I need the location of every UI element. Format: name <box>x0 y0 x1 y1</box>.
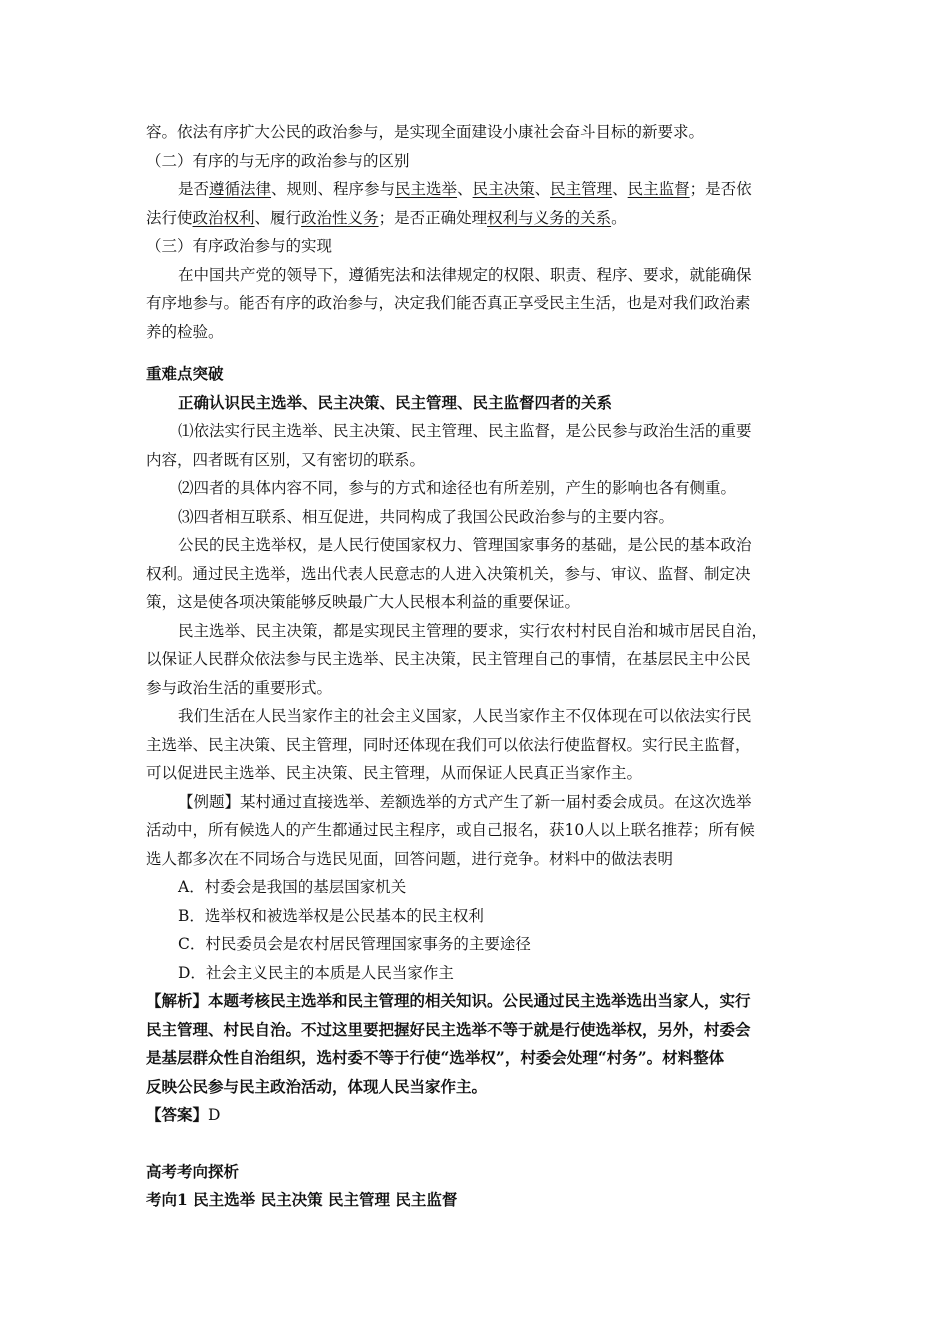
text-run: 法行使 <box>146 208 193 227</box>
text-run: 、规则、程序参与 <box>271 180 396 198</box>
analysis-text: 民主管理、村民自治。不过这里要把握好民主选举不等于就是行使选举权，另外，村委会 <box>146 1019 751 1039</box>
text-run: 是否 <box>178 180 210 198</box>
answer-option: C．村民委员会是农村居民管理国家事务的主要途径 <box>178 935 531 953</box>
paragraph-line: 养的检验。 <box>146 322 224 341</box>
paragraph-line: 以保证人民群众依法参与民主选举、民主决策，民主管理自己的事情，在基层民主中公民 <box>146 650 751 668</box>
document-page <box>146 118 816 1215</box>
text-run: 、 <box>457 180 473 198</box>
section-title: 重难点突破 <box>146 364 224 383</box>
text-run: 、 <box>534 180 551 198</box>
paragraph-line <box>146 175 816 204</box>
answer-label: 【答案】 <box>146 1105 209 1124</box>
example-question: 选人都多次在不同场合与选民见面，回答问题，进行竞争。材料中的做法表明 <box>146 849 674 868</box>
list-item: ⑶四者相互联系、相互促进，共同构成了我国公民政治参与的主要内容。 <box>178 507 675 526</box>
text-run: ；是否正确处理 <box>378 208 488 227</box>
analysis-text: 是基层群众性自治组织，选村委不等于行使“选举权”，村委会处理“村务”。材料整体 <box>146 1048 725 1067</box>
answer-option: A．村委会是我国的基层国家机关 <box>178 878 407 896</box>
example-question: 【例题】某村通过直接选举、差额选举的方式产生了新一届村委会成员。在这次选举 <box>178 792 752 811</box>
underlined-term: 民主决策 <box>472 180 535 198</box>
section-title: 高考考向探析 <box>146 1161 240 1181</box>
list-item: ⑵四者的具体内容不同，参与的方式和途径也有所差别，产生的影响也各有侧重。 <box>178 479 737 497</box>
paragraph-line: 权利。通过民主选举，选出代表人民意志的人进入决策机关，参与、审议、监督、制定决 <box>146 564 751 583</box>
paragraph-line: 在中国共产党的领导下，遵循宪法和法律规定的权限、职责、程序、要求，就能确保 <box>178 265 752 284</box>
paragraph-line: 我们生活在人民当家作主的社会主义国家，人民当家作主不仅体现在可以依法实行民 <box>178 707 752 725</box>
underlined-term: 民主监督 <box>627 180 690 198</box>
paragraph-line: 民主选举、民主决策，都是实现民主管理的要求，实行农村村民自治和城市居民自治， <box>178 621 768 640</box>
section-heading: （二）有序的与无序的政治参与的区别 <box>146 151 410 170</box>
text-run: 、履行 <box>254 208 302 227</box>
answer-option: B．选举权和被选举权是公民基本的民主权利 <box>178 906 484 925</box>
text-run: 。 <box>611 208 627 227</box>
paragraph-line: 可以促进民主选举、民主决策、民主管理，从而保证人民真正当家作主。 <box>146 764 643 782</box>
paragraph-line: 有序地参与。能否有序的政治参与，决定我们能否真正享受民主生活，也是对我们政治素 <box>146 294 751 312</box>
section-heading: （三）有序政治参与的实现 <box>146 237 333 255</box>
text-run: 、 <box>612 180 628 198</box>
underlined-term: 政治性义务 <box>301 208 379 227</box>
paragraph-line: 策，这是使各项决策能够反映最广大人民根本利益的重要保证。 <box>146 593 581 611</box>
underlined-term: 遵循法律 <box>209 180 272 198</box>
paragraph-line: 参与政治生活的重要形式。 <box>146 678 333 697</box>
paragraph-line <box>146 204 816 233</box>
section-subtitle: 正确认识民主选举、民主决策、民主管理、民主监督四者的关系 <box>178 392 613 412</box>
section-subtitle: 考向1 民主选举 民主决策 民主管理 民主监督 <box>146 1190 458 1209</box>
answer-line <box>146 1101 816 1130</box>
list-item: 内容，四者既有区别，又有密切的联系。 <box>146 450 426 469</box>
answer-value: D <box>208 1106 221 1124</box>
text-line: 容。依法有序扩大公民的政治参与，是实现全面建设小康社会奋斗目标的新要求。 <box>146 123 705 141</box>
text-run: ；是否依 <box>689 180 752 198</box>
answer-option: D．社会主义民主的本质是人民当家作主 <box>178 963 454 982</box>
paragraph-line: 主选举、民主决策、民主管理，同时还体现在我们可以依法行使监督权。实行民主监督， <box>146 735 751 754</box>
underlined-term: 政治权利 <box>192 208 255 227</box>
paragraph-line: 公民的民主选举权，是人民行使国家权力、管理国家事务的基础，是公民的基本政治 <box>178 536 752 554</box>
list-item: ⑴依法实行民主选举、民主决策、民主管理、民主监督，是公民参与政治生活的重要 <box>178 422 752 440</box>
underlined-term: 民主管理 <box>550 180 613 198</box>
analysis-text: 【解析】本题考核民主选举和民主管理的相关知识。公民通过民主选举选出当家人，实行 <box>146 991 751 1010</box>
analysis-text: 反映公民参与民主政治活动，体现人民当家作主。 <box>146 1076 488 1096</box>
underlined-term: 民主选举 <box>395 180 458 198</box>
underlined-term: 权利与义务的关系 <box>487 208 612 227</box>
example-question: 活动中，所有候选人的产生都通过民主程序，或自己报名，获10人以上联名推荐；所有候 <box>146 821 755 839</box>
